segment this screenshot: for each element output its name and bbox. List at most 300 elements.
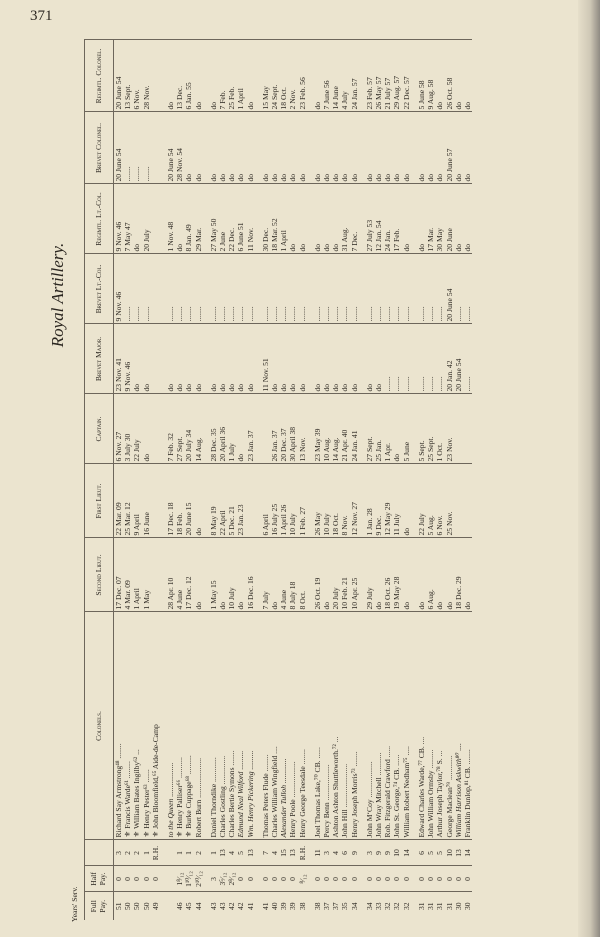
regimtl-lt-col-date: do (322, 184, 331, 254)
rank-no: 6 (340, 840, 349, 866)
brevet-colonel-date: do (322, 112, 331, 184)
brevet-lt-col-date: ........ (374, 254, 383, 324)
half-pay: 0 (151, 866, 160, 892)
regimtl-colonel-date: 13 Sept. (123, 40, 132, 112)
officer-name: Daniel Thorndike ............. (209, 612, 218, 840)
full-pay: 43 (218, 892, 227, 920)
brevet-lt-col-date: 9 Nov. 46 (114, 254, 124, 324)
regimtl-colonel-date: do (246, 40, 255, 112)
rank-no: 3 (365, 840, 374, 866)
table-row (454, 40, 463, 920)
officer-name: Rob. Fitzgerald Crawford ...... (383, 612, 392, 840)
col-regimtl-lt-col: Regimtl. Lt.-Col. (85, 184, 114, 254)
regimtl-lt-col-date: 31 Aug. (340, 184, 349, 254)
table-row (322, 40, 331, 920)
second-lieut-date: 4 June (175, 538, 184, 612)
officer-name: Arthur Joseph Taylor,⁷⁸ S. ... (435, 612, 444, 840)
half-pay: 0 (261, 866, 270, 892)
brevet-colonel-date (151, 112, 160, 184)
brevet-colonel-date: do (261, 112, 270, 184)
regimtl-lt-col-date: 7 May 47 (123, 184, 132, 254)
officer-name: ⚜ Burke Cuppage⁶⁸ .......... (184, 612, 193, 840)
second-lieut-date: 10 Feb. 21 (340, 538, 349, 612)
first-lieut-date: 16 July 25 (270, 464, 279, 538)
regimtl-lt-col-date: 17 Mar. (426, 184, 435, 254)
half-pay: 0 (463, 866, 472, 892)
first-lieut-date: 6 April (261, 464, 270, 538)
regimtl-lt-col-date: 9 Nov. 46 (114, 184, 124, 254)
regimtl-lt-col-date: 11 Nov. (246, 184, 255, 254)
full-pay: 38 (298, 892, 307, 920)
captain-date: 23 Nov. (445, 394, 454, 464)
full-pay: 30 (463, 892, 472, 920)
regimtl-colonel-date: do (209, 40, 218, 112)
full-pay: 38 (313, 892, 322, 920)
captain-date (454, 394, 463, 464)
regimtl-colonel-date: 25 Feb. (227, 40, 236, 112)
brevet-colonel-date: do (374, 112, 383, 184)
brevet-colonel-date: do (298, 112, 307, 184)
full-pay: 50 (123, 892, 132, 920)
full-pay: 32 (392, 892, 401, 920)
rank-no: 10 (392, 840, 401, 866)
first-lieut-date: 8 May 19 (209, 464, 218, 538)
half-pay: 0 (288, 866, 297, 892)
table-row (184, 40, 193, 920)
full-pay: 32 (402, 892, 411, 920)
captain-date: 5 June (402, 394, 411, 464)
regimtl-lt-col-date: 1 Nov. 48 (166, 184, 175, 254)
brevet-lt-col-date: ........ (331, 254, 340, 324)
rank-no: 5 (236, 840, 245, 866)
table-row (435, 40, 444, 920)
second-lieut-date: do (236, 538, 245, 612)
brevet-lt-col-date: ........ (218, 254, 227, 324)
brevet-lt-col-date: ........ (279, 254, 288, 324)
regimtl-lt-col-date: do (331, 184, 340, 254)
captain-date: 25 Jan. (374, 394, 383, 464)
brevet-lt-col-date (151, 254, 160, 324)
regimtl-colonel-date: do (435, 40, 444, 112)
brevet-colonel-date: do (383, 112, 392, 184)
rank-no: 13 (454, 840, 463, 866)
officers-table-body (114, 40, 473, 920)
officer-name: William Harrison Askwith⁸⁰ .... (454, 612, 463, 840)
brevet-lt-col-date: ........ (132, 254, 141, 324)
officer-name: Henry Poole ................... (288, 612, 297, 840)
first-lieut-date (454, 464, 463, 538)
first-lieut-date: 18 Oct. (331, 464, 340, 538)
officer-name: John St. George,⁷⁴ CB. ...... (392, 612, 401, 840)
officer-name: Henry George Teesdale ........ (298, 612, 307, 840)
half-pay: 0 (350, 866, 359, 892)
captain-date: 10 Aug. (322, 394, 331, 464)
captain-date: 6 Nov. 27 (114, 394, 124, 464)
brevet-colonel-date: do (365, 112, 374, 184)
second-lieut-date: 4 Mar. 09 (123, 538, 132, 612)
table-row (313, 40, 322, 920)
second-lieut-date: do (194, 538, 203, 612)
regimtl-colonel-date: 1 April (236, 40, 245, 112)
brevet-colonel-date: do (209, 112, 218, 184)
officer-name: Ashton Ashton Shuttleworth.⁷² ... (331, 612, 340, 840)
half-pay: 0 (383, 866, 392, 892)
captain-date: 1 July (227, 394, 236, 464)
captain-date (261, 394, 270, 464)
table-row (114, 40, 124, 920)
half-pay: 1⁸⁄₁₂ (175, 866, 184, 892)
officers-table (84, 40, 472, 921)
table-row (142, 40, 151, 920)
brevet-major-date: 9 Nov. 46 (123, 324, 132, 394)
table-row (331, 40, 340, 920)
brevet-major-date: do (175, 324, 184, 394)
brevet-lt-col-date: ........ (166, 254, 175, 324)
brevet-lt-col-date: ........ (426, 254, 435, 324)
second-lieut-date: 10 Apr. 25 (350, 538, 359, 612)
brevet-major-date: ........ (463, 324, 472, 394)
brevet-colonel-date: ........ (142, 112, 151, 184)
regimtl-lt-col-date: 12 Jan. 54 (374, 184, 383, 254)
brevet-colonel-date: do (350, 112, 359, 184)
table-row (365, 40, 374, 920)
captain-date: 24 Jan. 41 (350, 394, 359, 464)
rank-no: R.H. (298, 840, 307, 866)
brevet-lt-col-date: ........ (435, 254, 444, 324)
officer-name: George Maclean⁷⁹ ............. (445, 612, 454, 840)
regimtl-lt-col-date: 8 Jan. 49 (184, 184, 193, 254)
second-lieut-date: do (402, 538, 411, 612)
brevet-colonel-date: do (417, 112, 426, 184)
regimtl-colonel-date: do (454, 40, 463, 112)
half-pay: 0 (123, 866, 132, 892)
second-lieut-date: do (218, 538, 227, 612)
regimtl-colonel-date: 6 Jan. 55 (184, 40, 193, 112)
first-lieut-date: 10 July (288, 464, 297, 538)
half-pay: 0 (402, 866, 411, 892)
half-pay: 0 (445, 866, 454, 892)
brevet-lt-col-date: ........ (454, 254, 463, 324)
regimtl-lt-col-date: do (463, 184, 472, 254)
regimtl-lt-col-date: do (132, 184, 141, 254)
full-pay: 41 (246, 892, 255, 920)
second-lieut-date: do (322, 538, 331, 612)
brevet-major-date: do (132, 324, 141, 394)
rank-no: 9 (374, 840, 383, 866)
full-pay: 50 (132, 892, 141, 920)
brevet-major-date: do (184, 324, 193, 394)
rank-no: R.H. (151, 840, 160, 866)
full-pay (166, 892, 175, 920)
officer-name: ⚜ Henry Palliser⁶⁶ ........... (175, 612, 184, 840)
regimtl-colonel-date: 14 June (331, 40, 340, 112)
full-pay: 37 (322, 892, 331, 920)
half-pay: 0 (454, 866, 463, 892)
first-lieut-date: 5 Dec. 21 (227, 464, 236, 538)
half-pay (166, 866, 175, 892)
regimtl-lt-col-date: 20 June (445, 184, 454, 254)
table-row (383, 40, 392, 920)
rank-no: 2 (194, 840, 203, 866)
rank-no: 4 (331, 840, 340, 866)
second-lieut-date: 17 Dec. 12 (184, 538, 193, 612)
rank-no: 7 (261, 840, 270, 866)
brevet-colonel-date: do (236, 112, 245, 184)
regimtl-lt-col-date: do (298, 184, 307, 254)
second-lieut-date: 8 Oct. (298, 538, 307, 612)
table-row (463, 40, 472, 920)
brevet-major-date: do (209, 324, 218, 394)
regimtl-colonel-date: 20 June 54 (114, 40, 124, 112)
regimtl-lt-col-date: do (402, 184, 411, 254)
officer-name: William Robert Nedham⁷⁵ ..... (402, 612, 411, 840)
brevet-lt-col-date: ........ (227, 254, 236, 324)
col-second-lieut: Second Lieut. (85, 538, 114, 612)
brevet-lt-col-date: ........ (383, 254, 392, 324)
captain-date: 20 July 34 (184, 394, 193, 464)
regimtl-colonel-date: 22 Dec. 57 (402, 40, 411, 112)
regimtl-colonel-date: 7 June 56 (322, 40, 331, 112)
brevet-colonel-date: do (246, 112, 255, 184)
rank-no: 14 (402, 840, 411, 866)
first-lieut-date: 1 Jan. 28 (365, 464, 374, 538)
rank-no: 13 (218, 840, 227, 866)
brevet-lt-col-date: ........ (270, 254, 279, 324)
brevet-lt-col-date: ........ (236, 254, 245, 324)
rank-no: 11 (313, 840, 322, 866)
brevet-major-date: ........ (392, 324, 401, 394)
half-pay: 0 (340, 866, 349, 892)
officer-name: ⚜ Henry Pester⁶³ ....... (142, 612, 151, 840)
full-pay: 46 (175, 892, 184, 920)
captain-date: 22 July (132, 394, 141, 464)
captain-date: do (236, 394, 245, 464)
half-pay: 0 (270, 866, 279, 892)
brevet-major-date: do (331, 324, 340, 394)
years-serv-label: Years' Serv. (70, 886, 79, 922)
full-pay: 39 (279, 892, 288, 920)
rank-no: 15 (279, 840, 288, 866)
first-lieut-date: 9 Dec. (374, 464, 383, 538)
brevet-colonel-date: do (402, 112, 411, 184)
brevet-lt-col-date: ........ (350, 254, 359, 324)
table-row (417, 40, 426, 920)
second-lieut-date: 18 Dec. 29 (454, 538, 463, 612)
brevet-lt-col-date: ........ (463, 254, 472, 324)
table-row (227, 40, 236, 920)
captain-date: 21 Apr. 40 (340, 394, 349, 464)
full-pay: 37 (331, 892, 340, 920)
half-pay: 0 (331, 866, 340, 892)
second-lieut-date (151, 538, 160, 612)
regimtl-colonel-date: 23 Feb. 56 (298, 40, 307, 112)
captain-date: 27 Sept. (175, 394, 184, 464)
regimtl-colonel-date: 24 Jan. 57 (350, 40, 359, 112)
brevet-lt-col-date: ........ (417, 254, 426, 324)
col-first-lieut: First Lieut. (85, 464, 114, 538)
brevet-colonel-date: do (270, 112, 279, 184)
brevet-colonel-date: 28 Nov. 54 (175, 112, 184, 184)
brevet-lt-col-date: ........ (123, 254, 132, 324)
brevet-major-date: do (313, 324, 322, 394)
officer-name: Robert Burn ..................... (194, 612, 203, 840)
first-lieut-date: 22 July (417, 464, 426, 538)
brevet-major-date: do (365, 324, 374, 394)
first-lieut-date: 11 July (392, 464, 401, 538)
half-pay: 0 (392, 866, 401, 892)
first-lieut-date: 17 Dec. 18 (166, 464, 175, 538)
second-lieut-date: 16 Dec. 16 (246, 538, 255, 612)
brevet-major-date: 20 June 54 (454, 324, 463, 394)
brevet-major-date: do (218, 324, 227, 394)
first-lieut-date: 16 June (142, 464, 151, 538)
regimtl-colonel-date: 28 Nov. (142, 40, 151, 112)
officer-name: Joel Thomas Lake,⁷⁰ CB. ...... (313, 612, 322, 840)
col-full-pay: Full Pay. (85, 892, 114, 920)
first-lieut-date (463, 464, 472, 538)
half-pay: 3⁵⁄₁₂ (218, 866, 227, 892)
regimtl-colonel-date (151, 40, 160, 112)
table-row (194, 40, 203, 920)
second-lieut-date: do (445, 538, 454, 612)
officer-name: John Wray Mitchell ............ (374, 612, 383, 840)
half-pay: 0 (426, 866, 435, 892)
brevet-lt-col-date: ........ (392, 254, 401, 324)
brevet-lt-col-date: 20 June 54 (445, 254, 454, 324)
table-row (246, 40, 255, 920)
captain-date: 30 April 38 (288, 394, 297, 464)
regimtl-lt-col-date: 22 Dec. (227, 184, 236, 254)
brevet-lt-col-date: ........ (298, 254, 307, 324)
regimtl-lt-col-date: 20 July (142, 184, 151, 254)
first-lieut-date: 22 April (218, 464, 227, 538)
table-row (288, 40, 297, 920)
rank-no: 14 (463, 840, 472, 866)
officer-name: John Hill ....................... (340, 612, 349, 840)
brevet-major-date: do (166, 324, 175, 394)
half-pay: 0 (114, 866, 124, 892)
brevet-major-date: ........ (417, 324, 426, 394)
brevet-major-date: do (279, 324, 288, 394)
second-lieut-date: 7 July (261, 538, 270, 612)
col-brevet-lt-col: Brevet Lt.-Col. (85, 254, 114, 324)
brevet-lt-col-date: ........ (322, 254, 331, 324)
officer-name: Thomas Peters Flude ......... (261, 612, 270, 840)
brevet-lt-col-date: ........ (402, 254, 411, 324)
regimtl-colonel-date: 18 Oct. (279, 40, 288, 112)
full-pay: 31 (426, 892, 435, 920)
page-heading: Royal Artillery. (48, 242, 67, 348)
table-row (166, 40, 175, 920)
table-row (270, 40, 279, 920)
brevet-lt-col-date: ........ (288, 254, 297, 324)
half-pay: 0 (246, 866, 255, 892)
brevet-major-date: 23 Nov. 41 (114, 324, 124, 394)
brevet-major-date: 11 Nov. 51 (261, 324, 270, 394)
full-pay: 51 (114, 892, 124, 920)
brevet-lt-col-date: ........ (194, 254, 203, 324)
rotated-table-container (70, 40, 519, 922)
second-lieut-date: 17 Dec. 07 (114, 538, 124, 612)
brevet-lt-col-date: ........ (313, 254, 322, 324)
brevet-major-date: do (142, 324, 151, 394)
table-row (236, 40, 245, 920)
second-lieut-date: 26 Oct. 19 (313, 538, 322, 612)
brevet-major-date: 20 Jan. 42 (445, 324, 454, 394)
full-pay: 40 (270, 892, 279, 920)
first-lieut-date: 22 Mar. 09 (114, 464, 124, 538)
brevet-colonel-date: do (194, 112, 203, 184)
captain-date: 5 Sept. (417, 394, 426, 464)
officer-name: John M‘Coy ................... (365, 612, 374, 840)
brevet-colonel-date: ........ (132, 112, 141, 184)
brevet-lt-col-date: ........ (184, 254, 193, 324)
second-lieut-date: 29 July (365, 538, 374, 612)
second-lieut-date: 18 Oct. 26 (383, 538, 392, 612)
first-lieut-date: 18 Feb. (175, 464, 184, 538)
brevet-major-date: do (298, 324, 307, 394)
brevet-major-date (151, 324, 160, 394)
officer-name: Charles Bertie Symons ........ (227, 612, 236, 840)
table-row (298, 40, 307, 920)
brevet-major-date: do (288, 324, 297, 394)
captain-date: 20 April 36 (218, 394, 227, 464)
half-pay: 0 (365, 866, 374, 892)
officer-name: Charles William Wingfield .... (270, 612, 279, 840)
col-captain: Captain. (85, 394, 114, 464)
table-row (374, 40, 383, 920)
rank-no: 9 (383, 840, 392, 866)
captain-date: 28 Dec. 35 (209, 394, 218, 464)
second-lieut-date: 1 May 15 (209, 538, 218, 612)
first-lieut-date: 1 Feb. 27 (298, 464, 307, 538)
brevet-major-date: do (227, 324, 236, 394)
second-lieut-date: 10 July (227, 538, 236, 612)
brevet-major-date: do (374, 324, 383, 394)
brevet-major-date: do (340, 324, 349, 394)
full-pay: 50 (142, 892, 151, 920)
full-pay: 42 (227, 892, 236, 920)
half-pay: 0 (236, 866, 245, 892)
captain-date: 26 Jan. 37 (270, 394, 279, 464)
rank-no: 5 (435, 840, 444, 866)
captain-date: 14 Aug. (194, 394, 203, 464)
second-lieut-date: 20 July (331, 538, 340, 612)
officer-name: Wm. Henry Pickering .......... (246, 612, 255, 840)
col-rank-no (85, 840, 114, 866)
rank-no: 1 (175, 840, 184, 866)
captain-date: 27 Sept. (365, 394, 374, 464)
rank-no: 9 (350, 840, 359, 866)
officer-name: Charles Gostling ............... (218, 612, 227, 840)
brevet-colonel-date: do (454, 112, 463, 184)
rank-no: 1 (184, 840, 193, 866)
brevet-major-date: do (236, 324, 245, 394)
table-row (426, 40, 435, 920)
table-row (123, 40, 132, 920)
brevet-major-date: ........ (426, 324, 435, 394)
officer-name: Edmund Neal Wilford .......... (236, 612, 245, 840)
col-brevet-major: Brevet Major. (85, 324, 114, 394)
table-row (175, 40, 184, 920)
officer-name: to the Queen .................. (166, 612, 175, 840)
officer-name: Franklin Dunlop,⁸¹ CB. ........ (463, 612, 472, 840)
brevet-colonel-date: ........ (123, 112, 132, 184)
regimtl-lt-col-date: 1 April (279, 184, 288, 254)
regimtl-colonel-date: do (194, 40, 203, 112)
second-lieut-date: do (463, 538, 472, 612)
first-lieut-date: 25 Nov. (445, 464, 454, 538)
